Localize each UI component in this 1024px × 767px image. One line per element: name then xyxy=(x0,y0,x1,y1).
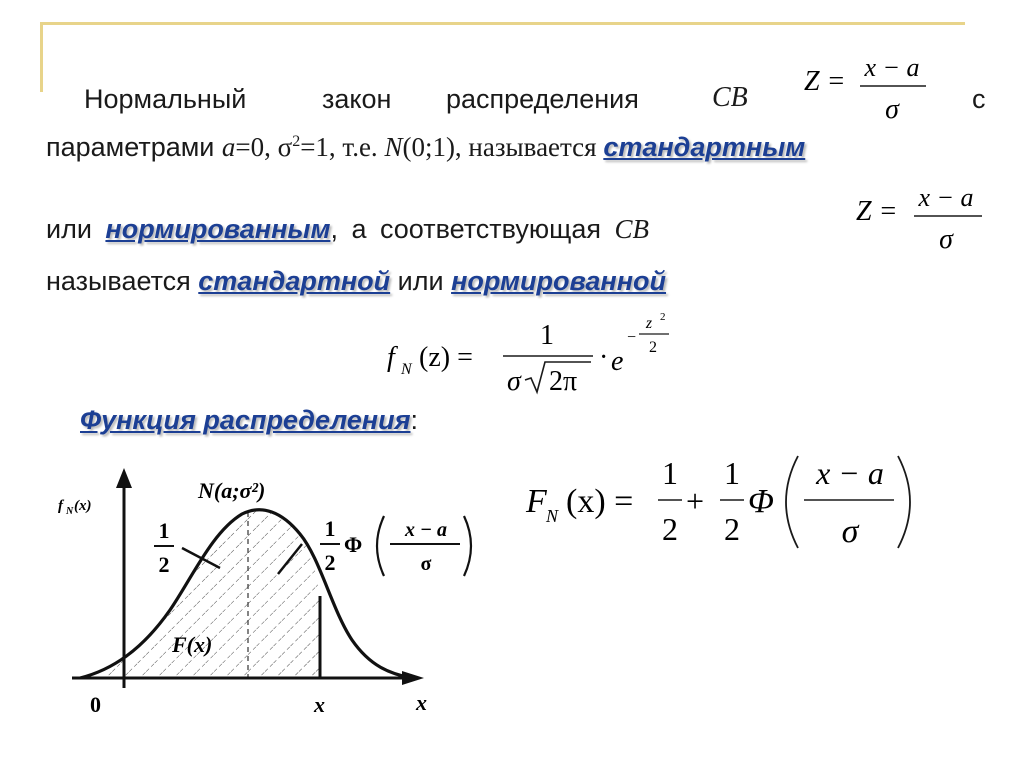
density-formula xyxy=(385,308,705,403)
svg-text:1: 1 xyxy=(662,455,678,491)
svg-text:1: 1 xyxy=(724,455,740,491)
svg-text:e: e xyxy=(611,346,624,377)
svg-text:N: N xyxy=(546,506,559,526)
cdf-formula xyxy=(520,448,940,558)
right-phi: Φ xyxy=(344,532,363,557)
word-cb-1: СВ xyxy=(712,82,748,113)
link-normalized-fem[interactable]: нормированной xyxy=(451,266,667,296)
link-distribution-function[interactable]: Функция распределения xyxy=(80,405,411,435)
normal-distribution-graph xyxy=(52,460,482,725)
x-mark-label: x xyxy=(314,692,325,717)
word-law: закон xyxy=(322,84,392,114)
right-half-num: 1 xyxy=(324,516,336,541)
svg-text:Z =: Z = xyxy=(804,66,846,97)
right-arg-den: σ xyxy=(420,553,432,575)
svg-text:−: − xyxy=(627,329,637,346)
x-axis-label: x xyxy=(416,690,427,715)
area-label: F(x) xyxy=(172,632,213,657)
svg-text:N: N xyxy=(401,361,412,378)
right-half-den: 2 xyxy=(324,550,336,575)
svg-text:(z) =: (z) = xyxy=(419,342,473,373)
svg-text:σ: σ xyxy=(841,513,859,550)
svg-text:2π: 2π xyxy=(549,366,578,397)
word-cb-2: СВ xyxy=(614,214,650,244)
slide-frame-top xyxy=(40,22,965,25)
svg-text:2: 2 xyxy=(662,511,678,547)
svg-text:z: z xyxy=(645,315,653,332)
link-standard[interactable]: стандартным xyxy=(603,132,806,162)
svg-text:1: 1 xyxy=(540,320,554,351)
svg-text:(x) =: (x) = xyxy=(566,483,634,520)
svg-text:+: + xyxy=(686,483,705,519)
svg-text:N: N xyxy=(66,506,74,517)
paragraph-line-2: параметрами a=0, $\sigma^2=1$, т.е. N(0;1), называется стандартным xyxy=(46,132,806,162)
svg-text:x − a: x − a xyxy=(864,53,920,82)
svg-text:σ: σ xyxy=(939,224,953,255)
svg-text:σ: σ xyxy=(507,366,521,397)
svg-text:x − a: x − a xyxy=(816,455,884,491)
svg-text:f: f xyxy=(387,342,395,373)
curve-label: N(a;σ²) xyxy=(198,478,266,503)
y-axis-arrow xyxy=(116,468,132,488)
svg-text:Z =: Z = xyxy=(856,196,898,227)
paragraph-line-4: называется стандартной или нормированной xyxy=(46,266,667,296)
svg-text:·: · xyxy=(599,342,609,373)
section-heading: Функция распределения: xyxy=(80,405,418,435)
z-formula-2 xyxy=(852,178,992,258)
left-half-den: 2 xyxy=(158,552,170,577)
word-c: с xyxy=(972,84,986,114)
svg-text:x − a: x − a xyxy=(918,183,974,212)
word-normal: Нормальный xyxy=(84,84,247,114)
svg-text:2: 2 xyxy=(660,311,666,323)
svg-text:F: F xyxy=(526,483,547,520)
svg-text:2: 2 xyxy=(649,339,657,356)
paragraph-line-3: или нормированным, а соответствующая СВ xyxy=(46,214,650,244)
svg-text:σ: σ xyxy=(885,94,899,125)
word-distribution: распределения xyxy=(446,84,639,114)
slide-frame-left xyxy=(40,22,43,92)
link-standard-fem[interactable]: стандартной xyxy=(198,266,391,296)
svg-text:2: 2 xyxy=(724,511,740,547)
right-arg-num: x − a xyxy=(404,519,448,541)
origin-label: 0 xyxy=(90,692,101,717)
z-formula-1 xyxy=(800,48,940,128)
y-axis-label: f xyxy=(58,498,63,514)
svg-text:Φ: Φ xyxy=(748,483,774,520)
left-half-num: 1 xyxy=(158,518,170,543)
link-normalized[interactable]: нормированным xyxy=(105,214,331,244)
svg-text:(x): (x) xyxy=(74,498,92,514)
